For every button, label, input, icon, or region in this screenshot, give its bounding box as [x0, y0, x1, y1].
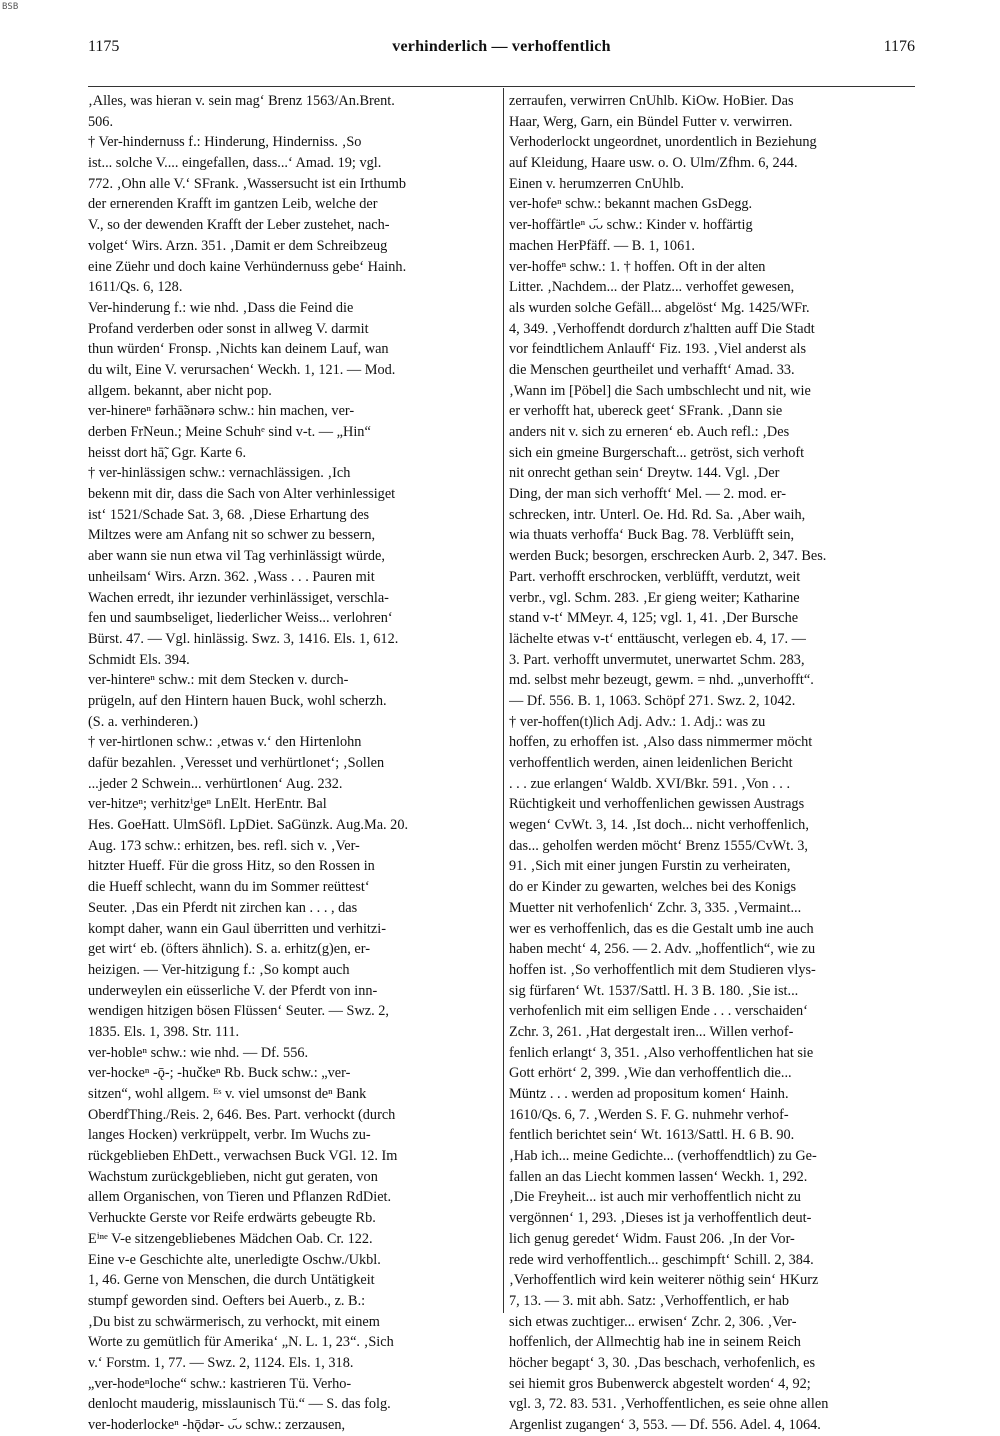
text-line: † Ver-hindernuss f.: Hinderung, Hinderniss. ‚So [88, 134, 362, 151]
text-line: fenlich erlangt‘ 3, 351. ‚Also verhoffentlichen hat sie [509, 1044, 814, 1061]
text-line: unheilsam‘ Wirs. Arzn. 362. ‚Wass . . . Pauren mit [88, 568, 375, 585]
text-line: sich ein gmeine Burgerschaft... getröst, sich verhoft [509, 444, 805, 461]
library-corner-mark: BSB [2, 2, 19, 12]
text-line: 772. ‚Ohn alle V.‘ SFrank. ‚Wassersucht ist ein Irthumb [88, 175, 406, 192]
text-line: lächelte etwas v-t‘ enttäuscht, verlegen eb. 4, 17. — [509, 630, 806, 647]
text-line: dafür bezahlen. ‚Veresset und verhürtlonet‘; ‚Sollen [88, 755, 385, 771]
text-line: derben FrNeun.; Meine Schuhᵉ sind v-t. — „Hin“ [88, 424, 371, 440]
text-line: ‚Verhoffentlich wird kein weiterer nöthig sein‘ HKurz [509, 1272, 819, 1289]
text-line: OberdfThing./Reis. 2, 646. Bes. Part. verhockt (durch [88, 1106, 396, 1123]
text-line: Argenlist zugangen‘ 3, 553. — Df. 556. Adel. 4, 1064. [509, 1417, 821, 1433]
text-line: langes Hocken) verkrüppelt, verbr. Im Wuchs zu- [88, 1127, 371, 1144]
text-line: der ernerenden Krafft im gantzen Leib, welche der [88, 196, 378, 213]
text-line: md. selbst mehr bezeugt, gewm. = nhd. „unverhofft“. [509, 672, 814, 689]
text-line: 1611/Qs. 6, 128. [88, 279, 183, 296]
text-line: wendigen hitzigen bösen Flüssen‘ Seuter. — Swz. 2, [88, 1003, 389, 1020]
text-line: hoffenlich, der Allmechtig hab ine in seinem Reich [509, 1334, 801, 1351]
text-line: hoffen ist. ‚So verhoffentlich mit dem Studieren vlys- [509, 961, 816, 978]
text-line: vergönnen‘ 1, 293. ‚Dieses ist ja verhoffentlich deut- [509, 1210, 812, 1227]
text-line: 3. Part. verhofft unvermutet, unerwartet Schm. 283, [509, 651, 805, 668]
text-line: Eine v-e Geschichte alte, unerledigte Oschw./Ukbl. [88, 1251, 381, 1268]
text-line: V., so der dewenden Krafft der Leber zustehet, nach- [88, 217, 390, 234]
text-line: zerraufen, verwirren CnUhlb. KiOw. HoBier. Das [509, 93, 794, 109]
text-line: die Menschen geurtheilet und verhafft‘ Amad. 33. [509, 361, 795, 378]
text-line: verhoffentlich werden, ainen leidenlichen Bericht [509, 755, 793, 771]
text-line: v.‘ Forstm. 1, 77. — Swz. 2, 1124. Els. 1, 318. [88, 1354, 354, 1371]
text-line: Litter. ‚Nachdem... der Platz... verhoffet gewesen, [509, 279, 795, 296]
text-line: allgem. bekannt, aber nicht pop. [88, 382, 272, 399]
text-line: Profand verderben oder sonst in allweg V. darmit [88, 320, 369, 337]
text-line: ver-hitzeⁿ; verhitzⁱgeⁿ LnElt. HerEntr. Bal [88, 796, 327, 813]
text-line: Aug. 173 schw.: erhitzen, bes. refl. sich v. ‚Ver- [88, 837, 360, 854]
text-line: wegen‘ CvWt. 3, 14. ‚Ist doch... nicht verhoffenlich, [509, 817, 809, 834]
text-line: verhofenlich mit eim selligen Ende . . . verschaiden‘ [509, 1003, 808, 1020]
text-line: du wilt, Eine V. verursachen‘ Weckh. 1, 121. — Mod. [88, 361, 396, 378]
text-line: Wachstum zurückgeblieben, nicht gut geraten, von [88, 1168, 378, 1185]
text-line: fen und saumbseliget, liederlicher Weiss... verlohren‘ [88, 610, 393, 627]
text-line: rückgeblieben EhDett., verwachsen Buck VGl. 12. Im [88, 1148, 398, 1165]
text-line: heizigen. — Ver-hitzigung f.: ‚So kompt auch [88, 961, 350, 978]
text-line: Muetter nit verhofenlich‘ Zchr. 3, 335. ‚Vermaint... [509, 899, 802, 916]
text-line: stumpf geworden sind. Oefters bei Auerb., z. B.: [88, 1292, 366, 1309]
text-line: rede wird verhoffentlich... geschimpft‘ Schill. 2, 384. [509, 1251, 814, 1268]
text-line: haben mecht‘ 4, 256. — 2. Adv. „hoffentlich“, wie zu [509, 941, 816, 958]
text-line: die Hueff schlecht, wann du im Sommer reüttest‘ [88, 879, 370, 896]
text-line: (S. a. verhinderen.) [88, 713, 198, 730]
text-line: als wurden solche Gefäll... abgelöst‘ Mg. 1425/WFr. [509, 299, 810, 316]
text-line: Zchr. 3, 261. ‚Hat dergestalt iren... Willen verhof- [509, 1023, 794, 1040]
column-divider [503, 88, 504, 1313]
text-line: Haar, Werg, Garn, ein Bündel Futter v. verwirren. [509, 113, 793, 130]
text-line: werden Buck; besorgen, erschrecken Aurb. 2, 347. Bes. [509, 548, 827, 565]
text-line: sei hiemit gros Bubenwerck abgestelt worden‘ 4, 92; [509, 1375, 811, 1392]
text-line: lich genug geredet‘ Widm. Faust 206. ‚In der Vor- [509, 1230, 795, 1247]
text-line: Hes. GoeHatt. UlmSöfl. LpDiet. SaGünzk. Aug.Ma. 20. [88, 817, 409, 834]
text-line: ‚Die Freyheit... ist auch mir verhoffentlich nicht zu [509, 1189, 801, 1206]
text-line: er verhofft hat, ubereck geet‘ SFrank. ‚Dann sie [509, 403, 783, 420]
text-line: aber wann sie nun etwa vil Tag verhinlässigt würde, [88, 548, 385, 565]
text-line: Verhuckte Gerste vor Reife erdwärts gebeugte Rb. [88, 1210, 376, 1227]
text-line: Eⁱⁿᵉ V-e sitzengebliebenes Mädchen Oab. Cr. 122. [88, 1230, 373, 1247]
text-line: Part. verhofft erschrocken, verblüfft, verdutzt, weit [509, 568, 801, 585]
text-line: do er Kinder zu gewarten, welches bei des Konigs [509, 879, 797, 896]
text-line: 1610/Qs. 6, 7. ‚Werden S. F. G. nuhmehr verhof- [509, 1106, 789, 1123]
text-line: ver-hofeⁿ schw.: bekannt machen GsDegg. [509, 196, 753, 213]
text-line: 1835. Els. 1, 398. Str. 111. [88, 1023, 240, 1040]
page-number-right: 1176 [883, 38, 915, 55]
text-line: anders nit v. sich zu erneren‘ eb. Auch refl.: ‚Des [509, 424, 790, 440]
text-line: Gott erhört‘ 2, 399. ‚Wie dan verhoffentlich die... [509, 1065, 792, 1082]
text-line: „ver-hodeⁿloche“ schw.: kastrieren Tü. Verho- [88, 1375, 352, 1392]
text-line: † ver-hoffen(t)lich Adj. Adv.: 1. Adj.: was zu [509, 713, 766, 730]
text-line: fentlich berichtet sein‘ Wt. 1613/Sattl. H. 6 B. 90. [509, 1127, 795, 1144]
text-line: machen HerPfäff. — B. 1, 1061. [509, 237, 695, 254]
right-column [509, 91, 915, 1436]
text-line: Einen v. herumzerren CnUhlb. [509, 175, 684, 192]
text-line: fallen an das Liecht kommen lassen‘ Weckh. 1, 292. [509, 1168, 808, 1185]
text-line: ver-hinereⁿ fərhā̃ənərə schw.: hin machen, ver- [88, 403, 355, 420]
text-line: Ver-hinderung f.: wie nhd. ‚Dass die Feind die [88, 299, 354, 316]
text-line: ver-hintereⁿ schw.: mit dem Stecken v. durch- [88, 672, 349, 689]
text-line: ver-hoffeⁿ schw.: 1. † hoffen. Oft in der alten [509, 258, 766, 275]
text-line: ‚Du bist zu schwärmerisch, zu verhockt, mit einem [88, 1313, 380, 1330]
text-line: Schmidt Els. 394. [88, 651, 190, 668]
text-line: höcher begapt‘ 3, 30. ‚Das beschach, verhofenlich, es [509, 1354, 816, 1371]
text-line: verbr., vgl. Schm. 283. ‚Er gieng weiter; Katharine [509, 589, 800, 606]
text-line: Worte zu gemütlich für Amerika‘ „N. L. 1, 23“. ‚Sich [88, 1334, 394, 1351]
text-line: † ver-hinlässigen schw.: vernachlässigen. ‚Ich [88, 465, 351, 482]
text-line: volget‘ Wirs. Arzn. 351. ‚Damit er dem Schreibzeug [88, 237, 388, 254]
text-line: Wachen erredt, ihr iezunder verhinlässiget, verschla- [88, 589, 389, 606]
text-line: sich etwas zuchtiger... erwisen‘ Zchr. 2, 306. ‚Ver- [509, 1313, 797, 1330]
text-line: schrecken, intr. Unterl. Oe. Hd. Rd. Sa. ‚Aber waih, [509, 506, 806, 523]
text-line: heisst dort hā̃, Ggr. Karte 6. [88, 444, 247, 461]
text-line: sig fürfaren‘ Wt. 1537/Sattl. H. 3 B. 180. ‚Sie ist... [509, 982, 799, 999]
text-line: stand v-t‘ MMeyr. 4, 125; vgl. 1, 41. ‚Der Bursche [509, 610, 799, 627]
text-line: ...jeder 2 Schwein... verhürtlonen‘ Aug. 232. [88, 775, 343, 792]
text-line: wer es verhoffenlich, das es die Gestalt umb ine auch [509, 920, 814, 937]
text-line: Miltzes were am Anfang nit so schwer zu bessern, [88, 527, 376, 544]
text-line: auf Kleidung, Haare usw. o. O. Ulm/Zfhm. 6, 244. [509, 155, 798, 172]
text-line: hoffen, zu erhoffen ist. ‚Also dass nimmermer möcht [509, 734, 813, 751]
text-line: ver-hockeⁿ -ǭ-; -hučkeⁿ Rb. Buck schw.: „ver- [88, 1065, 351, 1082]
left-column [88, 91, 496, 1436]
text-line: Seuter. ‚Das ein Pferdt nit zirchen kan . . . , das [88, 899, 358, 916]
text-line: † ver-hirtlonen schw.: ‚etwas v.‘ den Hirtenlohn [88, 734, 362, 751]
text-line: . . . zue erlangen‘ Waldb. XVI/Bkr. 591. ‚Von . . . [509, 775, 791, 792]
text-line: underweylen ein eüsserliche V. der Pferdt von inn- [88, 982, 378, 999]
text-line: 506. [88, 113, 114, 130]
text-line: vor feindtlichem Anlauff‘ Fiz. 193. ‚Viel anderst als [509, 341, 807, 358]
running-title: verhinderlich — verhoffentlich [392, 38, 611, 55]
text-line: get wirt‘ eb. (öfters ähnlich). S. a. erhitz(g)en, er- [88, 941, 370, 958]
page-header [88, 38, 915, 68]
text-line: ist‘ 1521/Schade Sat. 3, 68. ‚Diese Erhartung des [88, 506, 370, 523]
text-line: — Df. 556. B. 1, 1063. Schöpf 271. Swz. 2, 1042. [509, 692, 796, 709]
text-line: Rüchtigkeit und verhoffenlichen gewissen Austrags [509, 796, 805, 813]
text-line: 7, 13. — 3. mit abh. Satz: ‚Verhoffentlich, er hab [509, 1292, 790, 1309]
text-line: das... geholfen werden möcht‘ Brenz 1555/CvWt. 3, [509, 837, 808, 854]
text-line: allem Organischen, von Tieren und Pflanzen RdDiet. [88, 1189, 392, 1206]
text-line: ‚Wann im [Pöbel] die Sach umbschlecht und nit, wie [509, 382, 811, 399]
text-line: hitzter Hueff. Für die gross Hitz, so den Rossen in [88, 858, 375, 875]
text-line: Müntz . . . werden ad propositum komen‘ Hainh. [509, 1086, 789, 1102]
text-line: Bürst. 47. — Vgl. hinlässig. Swz. 3, 1416. Els. 1, 612. [88, 630, 399, 647]
text-line: vgl. 3, 72. 83. 531. ‚Verhoffentlichen, es seie ohne allen [509, 1396, 829, 1413]
text-line: thun würden‘ Fronsp. ‚Nichts kan deinem Lauf, wan [88, 341, 389, 358]
text-line: 91. ‚Sich mit einer jungen Furstin zu verheiraten, [509, 858, 791, 875]
text-line: Ding, der man sich verhofft‘ Mel. — 2. mod. er- [509, 486, 786, 503]
text-line: ver-hobleⁿ schw.: wie nhd. — Df. 556. [88, 1044, 309, 1061]
text-line: ver-hoderlockeⁿ -hǭdər- ᴗ᷄ᴗ schw.: zerzausen, [88, 1417, 346, 1433]
text-line: wia thuats verhoffa‘ Buck Bag. 78. Verblüfft sein, [509, 527, 795, 544]
text-line: kompt daher, wann ein Gaul überritten und verhitzi- [88, 920, 386, 937]
text-line: eine Züehr und doch kaine Verhündernuss gebe‘ Hainh. [88, 258, 407, 275]
text-line: ver-hoffärtleⁿ ᴗ᷄ᴗ schw.: Kinder v. hoffärtig [509, 217, 753, 234]
text-line: 4, 349. ‚Verhoffendt dordurch z'haltten auff Die Stadt [509, 320, 815, 337]
header-rule [88, 86, 915, 87]
text-line: denlocht mauderig, misslaunisch Tü.“ — S. das folg. [88, 1396, 391, 1413]
text-line: Verhoderlockt ungeordnet, unordentlich in Beziehung [509, 134, 817, 151]
text-line: ‚Alles, was hieran v. sein mag‘ Brenz 1563/An.Brent. [88, 93, 395, 109]
page-number-left: 1175 [88, 38, 120, 55]
text-line: nit onrecht gethan sein‘ Dreytw. 144. Vgl. ‚Der [509, 465, 780, 482]
text-line: 1, 46. Gerne von Menschen, die durch Untätigkeit [88, 1272, 375, 1289]
text-line: prügeln, auf den Hintern hauen Buck, wohl scherzh. [88, 692, 387, 709]
text-line: ‚Hab ich... meine Gedichte... (verhoffendtlich) zu Ge- [509, 1148, 817, 1165]
text-line: ist... solche V.... eingefallen, dass...‘ Amad. 19; vgl. [88, 155, 382, 172]
text-line: bekenn mit dir, dass die Sach von Alter verhinlessiget [88, 486, 396, 503]
text-line: sitzen“, wohl allgem. ᴱˢ v. viel umsonst deⁿ Bank [88, 1086, 367, 1102]
